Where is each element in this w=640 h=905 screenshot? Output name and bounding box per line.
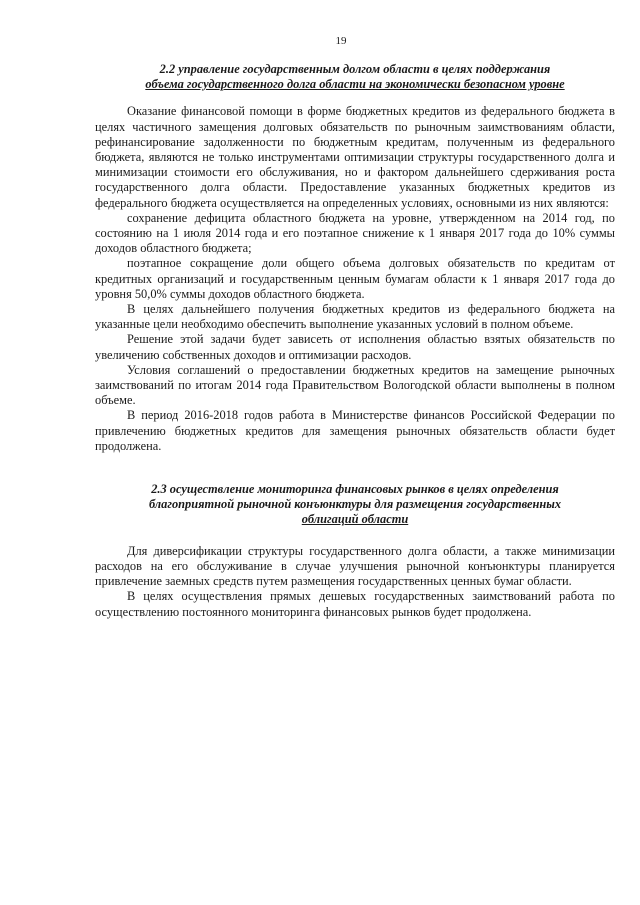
section-2-2-paragraph: В период 2016-2018 годов работа в Министерстве финансов Российской Федерации по привлечению бюджетных кредитов для замещения рыночных обязательств области будет продолжена. [95, 408, 615, 453]
section-2-3-paragraph: В целях осуществления прямых дешевых государственных заимствований работа по осуществлению постоянного мониторинга финансовых рынков будет продолжена. [95, 589, 615, 619]
section-2-2-paragraph: В целях дальнейшего получения бюджетных кредитов из федерального бюджета на указанные цели необходимо обеспечить выполнение указанных условий в полном объеме. [95, 302, 615, 332]
section-2-2-heading [95, 62, 615, 92]
section-2-2-heading-line1: 2.2 управление государственным долгом области в целях поддержания [159, 62, 551, 76]
section-2-2-paragraph: Оказание финансовой помощи в форме бюджетных кредитов из федерального бюджета в целях частичного замещения долговых обязательств по рыночным заимствованиям области, рефинансирование задолженности по бюджетным кредитам, полученным из федерального бюджета, являются не только инструментами оптимизации структуры государственного долга и минимизации стоимости его обслуживания, но и фактором дальнейшего сдерживания роста государственного долга области. Предоставление указанных бюджетных кредитов из федерального бюджета осуществляется на определенных условиях, основными из них являются: [95, 104, 615, 210]
section-2-2-paragraph: сохранение дефицита областного бюджета на уровне, утвержденном на 2014 год, по состоянию на 1 июля 2014 года и его поэтапное снижение к 1 января 2017 года до 10% суммы доходов областного бюджета; [95, 210, 615, 256]
section-2-3-heading-line2: благоприятной рыночной конъюнктуры для размещения государственных [148, 497, 562, 512]
section-2-3-paragraph: Для диверсификации структуры государственного долга области, а также минимизации расходов на его обслуживание в случае улучшения рыночной конъюнктуры планируется привлечение заемных средств путем размещения государственных ценных бумаг области. [95, 543, 615, 589]
section-2-2-heading-line2: объема государственного долга области на экономически безопасном уровне [145, 77, 565, 92]
page-number: 19 [335, 35, 347, 47]
page-content [95, 62, 615, 620]
section-2-3-heading-line1: 2.3 осуществление мониторинга финансовых рынков в целях определения [151, 482, 559, 497]
section-2-2-paragraph: поэтапное сокращение доли общего объема долговых обязательств по кредитам от кредитных организаций и государственным ценным бумагам области к 1 января 2017 года до уровня 50,0% суммы доходов областного бюджета. [95, 256, 615, 301]
section-2-3-heading [95, 482, 615, 528]
section-2-2-paragraph: Условия соглашений о предоставлении бюджетных кредитов на замещение рыночных заимствований по итогам 2014 года Правительством Вологодской области выполнены в полном объеме. [95, 362, 615, 408]
section-2-2-paragraph: Решение этой задачи будет зависеть от исполнения областью взятых обязательств по увеличению собственных доходов и оптимизации расходов. [95, 332, 615, 362]
section-2-3-heading-line3: облигаций области [301, 512, 409, 527]
